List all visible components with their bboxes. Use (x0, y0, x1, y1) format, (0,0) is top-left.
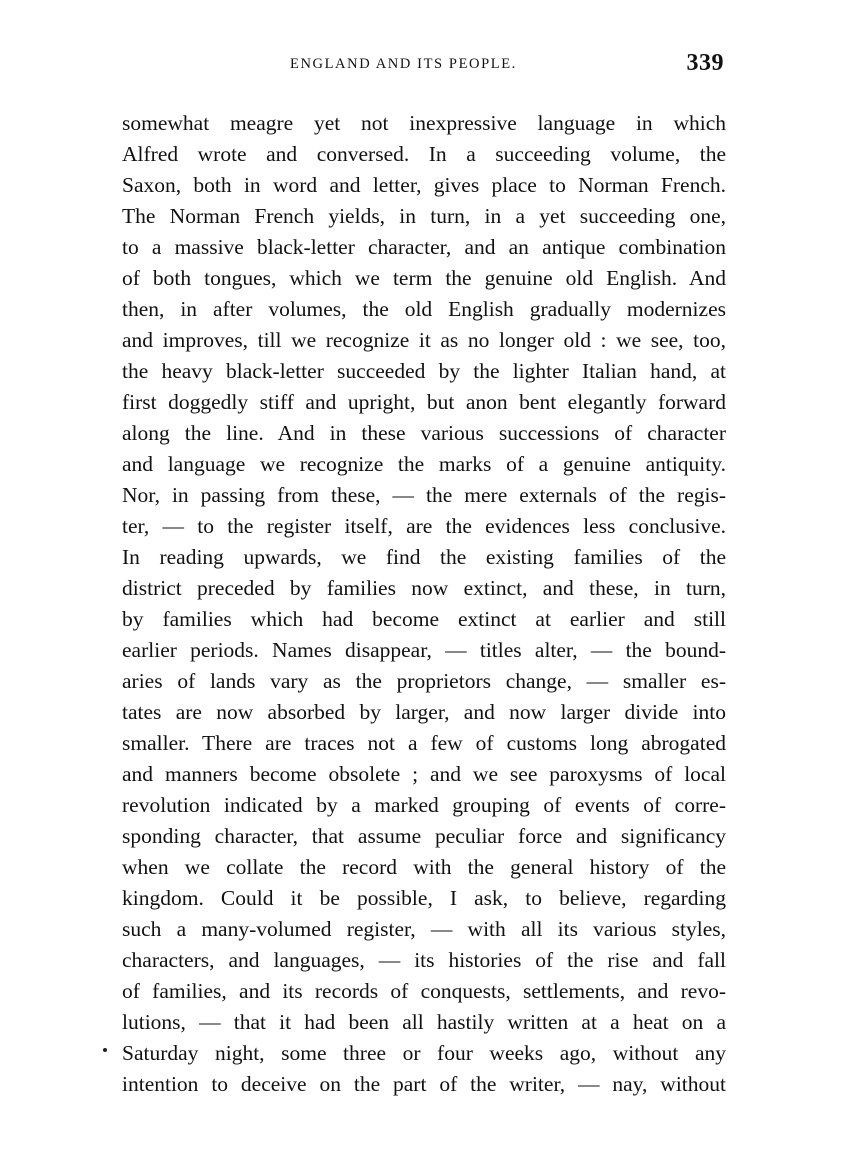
body-text (122, 108, 726, 1100)
text-line: earlier periods. Names disappear, — titles alter, — the bound- (122, 638, 726, 662)
text-line: ter, — to the register itself, are the evidences less conclusive. (122, 514, 726, 538)
running-title: ENGLAND AND ITS PEOPLE. (290, 56, 517, 72)
text-line: lutions, — that it had been all hastily written at a heat on a (122, 1010, 726, 1034)
text-line: district preceded by families now extinct, and these, in turn, (122, 576, 726, 600)
text-line: along the line. And in these various successions of character (122, 421, 726, 445)
text-line: when we collate the record with the general history of the (122, 855, 726, 879)
text-line: In reading upwards, we find the existing families of the (122, 545, 726, 569)
text-line: then, in after volumes, the old English gradually modernizes (122, 297, 726, 321)
margin-speck (103, 1048, 107, 1052)
running-head (122, 52, 726, 78)
text-line: characters, and languages, — its histories of the rise and fall (122, 948, 726, 972)
text-line: smaller. There are traces not a few of customs long abrogated (122, 731, 726, 755)
text-line: Alfred wrote and conversed. In a succeeding volume, the (122, 142, 726, 166)
text-line: revolution indicated by a marked grouping of events of corre- (122, 793, 726, 817)
text-line: Saturday night, some three or four weeks ago, without any (122, 1041, 726, 1065)
text-line: tates are now absorbed by larger, and now larger divide into (122, 700, 726, 724)
text-line: and language we recognize the marks of a genuine antiquity. (122, 452, 726, 476)
text-line: kingdom. Could it be possible, I ask, to believe, regarding (122, 886, 726, 910)
text-line: Nor, in passing from these, — the mere externals of the regis- (122, 483, 726, 507)
text-line: and manners become obsolete ; and we see paroxysms of local (122, 762, 726, 786)
text-line: sponding character, that assume peculiar force and significancy (122, 824, 726, 848)
text-line: of both tongues, which we term the genuine old English. And (122, 266, 726, 290)
text-line: and improves, till we recognize it as no longer old : we see, too, (122, 328, 726, 352)
page-number: 339 (686, 50, 724, 76)
text-line: to a massive black-letter character, and an antique combination (122, 235, 726, 259)
text-line: The Norman French yields, in turn, in a yet succeeding one, (122, 204, 726, 228)
text-line: first doggedly stiff and upright, but anon bent elegantly forward (122, 390, 726, 414)
text-line: by families which had become extinct at earlier and still (122, 607, 726, 631)
text-line: of families, and its records of conquests, settlements, and revo- (122, 979, 726, 1003)
text-line: the heavy black-letter succeeded by the lighter Italian hand, at (122, 359, 726, 383)
text-line: intention to deceive on the part of the writer, — nay, without (122, 1072, 726, 1096)
text-line: somewhat meagre yet not inexpressive language in which (122, 111, 726, 135)
text-line: Saxon, both in word and letter, gives place to Norman French. (122, 173, 726, 197)
text-line: aries of lands vary as the proprietors change, — smaller es- (122, 669, 726, 693)
text-line: such a many-volumed register, — with all its various styles, (122, 917, 726, 941)
